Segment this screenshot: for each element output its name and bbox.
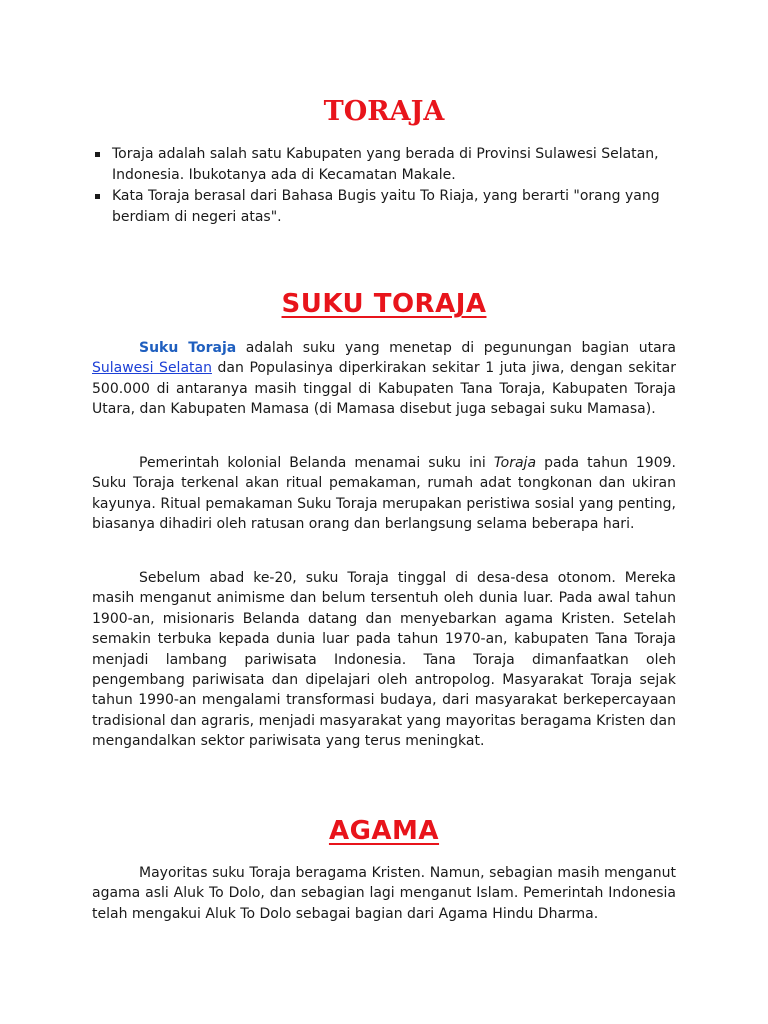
italic-term-toraja: Toraja bbox=[493, 455, 537, 471]
paragraph-suku-1 bbox=[92, 338, 676, 420]
paragraph-suku-2 bbox=[92, 453, 676, 535]
intro-bullet-list bbox=[92, 144, 682, 228]
bullet-text: Toraja adalah salah satu Kabupaten yang berada di Provinsi Sulawesi Selatan, Indonesia. Ibukotanya ada di Kecamatan Makale. bbox=[112, 146, 659, 183]
square-bullet-icon bbox=[95, 152, 100, 157]
paragraph-text: Pemerintah kolonial Belanda menamai suku ini bbox=[139, 455, 494, 471]
section-heading-agama: AGAMA bbox=[328, 816, 440, 846]
section-heading-suku-toraja: SUKU TORAJA bbox=[281, 289, 487, 319]
bullet-item bbox=[92, 144, 682, 186]
paragraph-text: adalah suku yang menetap di pegunungan bagian utara bbox=[236, 340, 676, 356]
term-suku-toraja: Suku Toraja bbox=[139, 340, 237, 356]
paragraph-agama-1: Mayoritas suku Toraja beragama Kristen. Namun, sebagian masih menganut agama asli Aluk To Dolo, dan sebagian lagi menganut Islam. Pemerintah Indonesia telah mengakui Aluk To Dolo sebagai bagian dari Agama Hindu Dharma. bbox=[92, 865, 676, 922]
bullet-text: Kata Toraja berasal dari Bahasa Bugis yaitu To Riaja, yang berarti "orang yang berdiam di negeri atas". bbox=[112, 188, 660, 225]
paragraph-text: dan Populasinya diperkirakan sekitar 1 juta jiwa, dengan sekitar 500.000 di antaranya masih tinggal di Kabupaten Tana Toraja, Kabupaten Toraja Utara, dan Kabupaten Mamasa (di Mamasa disebut juga sebagai suku Mamasa). bbox=[92, 360, 676, 418]
page-title: TORAJA bbox=[323, 96, 445, 127]
link-sulawesi-selatan[interactable]: Sulawesi Selatan bbox=[92, 360, 212, 377]
paragraph-text: pada tahun 1909. Suku Toraja terkenal akan ritual pemakaman, rumah adat tongkonan dan ukiran kayunya. Ritual pemakaman Suku Toraja merupakan peristiwa sosial yang penting, biasanya dihadiri oleh ratusan orang dan berlangsung selama beberapa hari. bbox=[92, 455, 676, 533]
square-bullet-icon bbox=[95, 194, 100, 199]
paragraph-suku-3: Sebelum abad ke-20, suku Toraja tinggal di desa-desa otonom. Mereka masih menganut animisme dan belum tersentuh oleh dunia luar. Pada awal tahun 1900-an, misionaris Belanda datang dan menyebarkan agama Kristen. Setelah semakin terbuka kepada dunia luar pada tahun 1970-an, kabupaten Tana Toraja menjadi lambang pariwisata Indonesia. Tana Toraja dimanfaatkan oleh pengembang pariwisata dan dipelajari oleh antropolog. Masyarakat Toraja sejak tahun 1990-an mengalami transformasi budaya, dari masyarakat berkepercayaan tradisional dan agraris, menjadi masyarakat yang mayoritas beragama Kristen dan mengandalkan sektor pariwisata yang terus meningkat. bbox=[92, 570, 676, 750]
bullet-item bbox=[92, 186, 682, 228]
